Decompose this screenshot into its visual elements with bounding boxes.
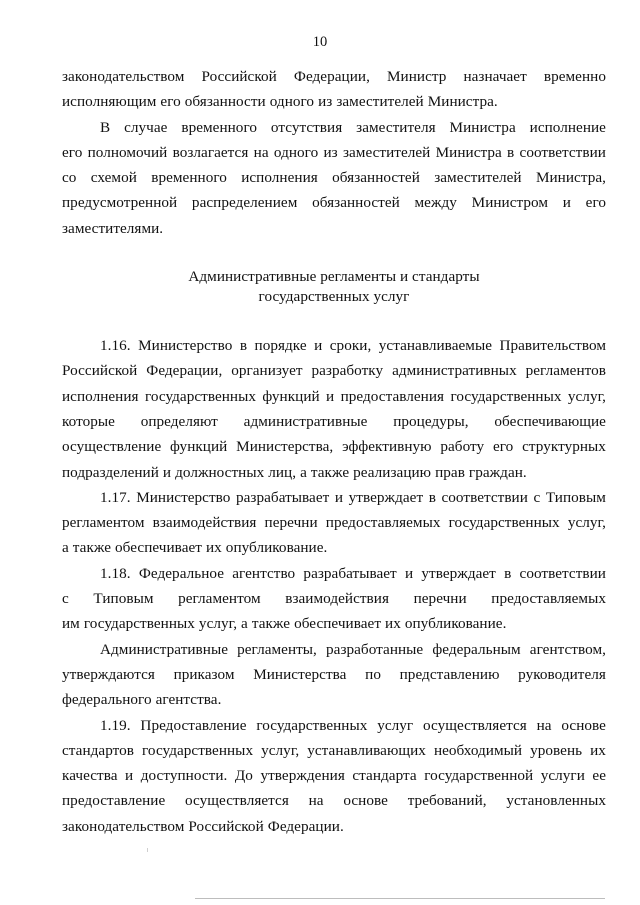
text-line: заместителями. <box>62 219 164 237</box>
text-line: качества и доступности. До утверждения стандарта государственной услуги ее <box>62 767 606 785</box>
text-line: исполнения государственных функций и предоставления государственных услуг, <box>62 387 606 405</box>
text-line: Административные регламенты, разработанные федеральным агентством, <box>100 640 606 658</box>
page-number: 10 <box>312 34 328 50</box>
text-line: осуществление функций Министерства, эффективную работу его структурных <box>62 438 606 456</box>
section-heading-line-2: государственных услуг <box>258 288 410 306</box>
text-line: законодательством Российской Федерации. <box>62 817 344 835</box>
text-line: Российской Федерации, организует разработку административных регламентов <box>62 362 606 380</box>
scan-speck <box>147 848 148 852</box>
text-line: которые определяют административные процедуры, обеспечивающие <box>62 412 606 430</box>
scan-edge-line <box>195 898 605 899</box>
paragraph-1-18-regulations <box>62 637 606 713</box>
paragraph-1-18 <box>62 561 606 637</box>
section-heading-line-1: Административные регламенты и стандарты <box>188 268 480 286</box>
text-line: 1.18. Федеральное агентство разрабатывает и утверждает в соответствии <box>100 564 606 582</box>
text-line: с Типовым регламентом взаимодействия перечни предоставляемых <box>62 590 606 608</box>
text-line: 1.16. Министерство в порядке и сроки, устанавливаемые Правительством <box>100 337 606 355</box>
text-line: регламентом взаимодействия перечни предоставляемых государственных услуг, <box>62 514 606 532</box>
text-line: подразделений и должностных лиц, а также реализацию прав граждан. <box>62 463 527 481</box>
text-line: со схемой временного исполнения обязанностей заместителей Министра, <box>62 169 606 187</box>
text-line: законодательством Российской Федерации, Министр назначает временно <box>62 68 606 85</box>
text-line: его полномочий возлагается на одного из заместителей Министра в соответствии <box>62 143 606 161</box>
text-line: а также обеспечивает их опубликование. <box>62 539 328 557</box>
text-line: предусмотренной распределением обязанностей между Министром и его <box>62 194 606 212</box>
paragraph-continuation <box>62 64 606 115</box>
text-line: 1.17. Министерство разрабатывает и утверждает в соответствии с Типовым <box>100 488 606 506</box>
paragraph-1-19 <box>62 713 606 839</box>
text-line: В случае временного отсутствия заместителя Министра исполнение <box>100 118 606 136</box>
text-line: 1.19. Предоставление государственных услуг осуществляется на основе <box>100 716 606 734</box>
text-line: федерального агентства. <box>62 691 222 709</box>
paragraph-1-16 <box>62 333 606 485</box>
text-line: предоставление осуществляется на основе требований, установленных <box>62 792 606 810</box>
text-line: стандартов государственных услуг, устанавливающих необходимый уровень их <box>62 741 606 759</box>
text-line: исполняющим его обязанности одного из заместителей Министра. <box>62 93 498 111</box>
section-heading <box>62 267 606 307</box>
text-line: утверждаются приказом Министерства по представлению руководителя <box>62 665 606 683</box>
document-body <box>62 64 606 839</box>
text-line: им государственных услуг, а также обеспечивает их опубликование. <box>62 615 507 633</box>
paragraph-1-17 <box>62 485 606 561</box>
paragraph-minister-absence <box>62 115 606 241</box>
